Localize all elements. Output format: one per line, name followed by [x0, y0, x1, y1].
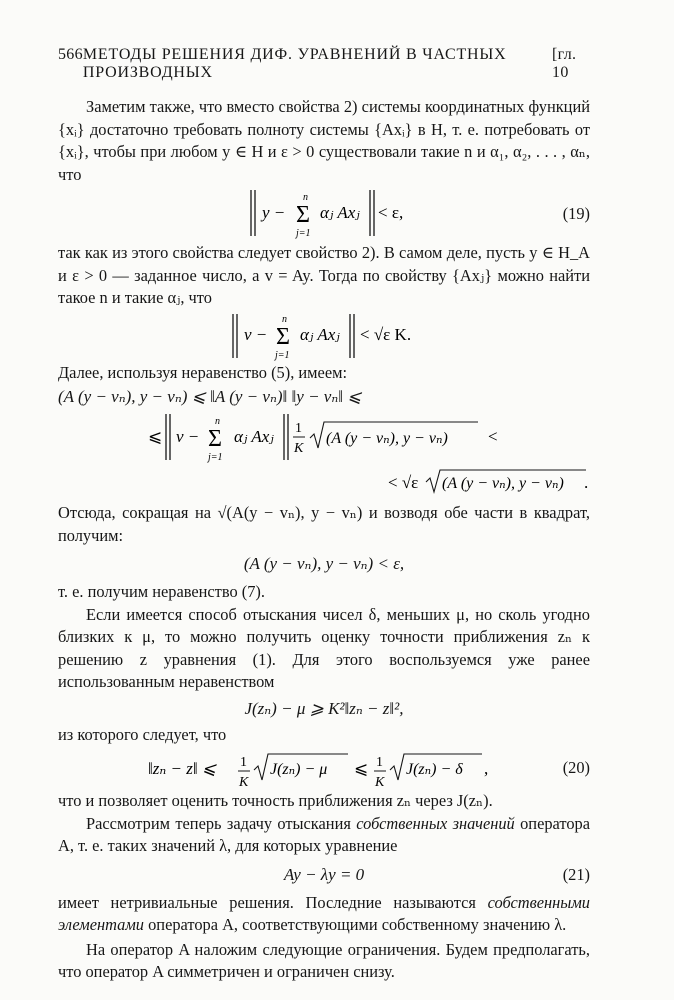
equation-20-svg: [58, 746, 590, 790]
svg-text:⩽: ⩽: [148, 427, 163, 446]
page-number: 566: [58, 46, 83, 63]
equation-j: J(zₙ) − μ ⩾ K²‖zₙ − z‖²,: [244, 698, 404, 718]
inequality-line-3: [58, 466, 590, 496]
paragraph-6: Если имеется способ отыскания чисел δ, меньших μ, но сколь угодно близких к μ, то можно получить оценку точности приближения zₙ к решению z уравнения (1). Для этого воспользуемся уже ранее использованным неравенством: [58, 604, 590, 691]
equation-v: [58, 310, 590, 362]
sum-top: n: [303, 192, 308, 203]
svg-text:Σ: Σ: [276, 323, 290, 350]
equation-20: [58, 746, 590, 790]
eq19-y: y −: [262, 203, 286, 222]
eq19-number: (19): [562, 204, 590, 223]
paragraph-8: что и позволяет оценить точность приближения zₙ через J(zₙ).: [58, 791, 493, 810]
inequality-line-2: [58, 410, 590, 466]
svg-text:Σ: Σ: [208, 426, 222, 452]
paragraph-3: Далее, используя неравенство (5), имеем:: [58, 362, 348, 382]
sum-sign: Σ: [296, 202, 310, 228]
equation-21: Ay − λy = 0 (21): [58, 858, 590, 892]
paragraph-10: имеет нетривиальные решения. Последние называются собственными элементами оператора A, соответствующими собственному значению λ.: [58, 892, 590, 934]
equation-v-svg: [58, 310, 590, 362]
equation-19-svg: [58, 186, 590, 242]
equation-squared: (A (y − vₙ), y − vₙ) < ε,: [243, 554, 405, 573]
paragraph-4: Отсюда, сокращая на √(A(y − vₙ), y − vₙ) и возводя обе части в квадрат, получим:: [58, 503, 590, 545]
svg-text:v −: v −: [244, 324, 268, 344]
paragraph-11: На оператор A наложим следующие ограничения. Будем предполагать, что оператор A симметричен и ограничен снизу.: [58, 939, 590, 981]
sum-bottom: j=1: [296, 228, 311, 239]
running-title: МЕТОДЫ РЕШЕНИЯ ДИФ. УРАВНЕНИЙ В ЧАСТНЫХ ПРОИЗВОДНЫХ: [82, 46, 507, 81]
eq21-number: (21): [562, 864, 590, 884]
equation-19: [58, 186, 590, 242]
paragraph-9: Рассмотрим теперь задачу отыскания собственных значений оператора A, т. е. таких значений λ, для которых уравнение: [58, 813, 591, 855]
eq-v-rhs: < √ε K.: [360, 324, 412, 344]
eq19-terms: αⱼ Axⱼ: [320, 203, 360, 222]
svg-text:,: ,: [484, 759, 489, 778]
svg-text:K: K: [239, 775, 249, 790]
eq19-rhs: < ε,: [378, 203, 404, 222]
svg-text:‖zₙ − z‖ ⩽: ‖zₙ − z‖ ⩽: [148, 759, 217, 778]
paragraph-5: т. е. получим неравенство (7).: [58, 582, 265, 601]
svg-text:αⱼ Axⱼ: αⱼ Axⱼ: [300, 324, 340, 344]
inequality-line-3-svg: [58, 466, 590, 496]
eq20-number: (20): [562, 758, 590, 777]
svg-text:⩽: ⩽: [354, 759, 369, 778]
paragraph-7: из которого следует, что: [58, 724, 227, 744]
svg-text:.: .: [584, 473, 589, 492]
svg-text:(A (y − vₙ), y − vₙ): (A (y − vₙ), y − vₙ): [442, 475, 564, 492]
svg-text:j=1: j=1: [208, 452, 223, 463]
svg-text:j=1: j=1: [275, 349, 290, 361]
inequality-line-2-svg: [58, 410, 590, 466]
svg-text:n: n: [282, 313, 287, 325]
chapter-label: [гл. 10: [552, 46, 577, 81]
svg-text:v −: v −: [176, 427, 200, 446]
svg-text:J(zₙ) − δ: J(zₙ) − δ: [406, 761, 463, 778]
svg-text:1: 1: [240, 755, 247, 770]
running-header: [58, 46, 590, 82]
svg-text:1: 1: [376, 755, 383, 770]
svg-text:1: 1: [295, 421, 302, 436]
svg-text:αⱼ Axⱼ: αⱼ Axⱼ: [234, 427, 274, 446]
svg-text:J(zₙ) − μ: J(zₙ) − μ: [270, 761, 328, 778]
inequality-line-1: (A (y − vₙ), y − vₙ) ⩽ ‖A (y − vₙ)‖ ‖y − vₙ‖ ⩽: [58, 387, 362, 406]
svg-text:K: K: [294, 441, 304, 456]
paragraph-2: так как из этого свойства следует свойство 2). В самом деле, пусть y ∈ H_A и ε > 0 — заданное число, а v = Ay. Тогда по свойству {Axⱼ} можно найти такое n и такие αⱼ, что: [58, 243, 590, 307]
svg-text:<: <: [488, 427, 498, 446]
page: [58, 46, 590, 984]
svg-text:(A (y − vₙ), y − vₙ): (A (y − vₙ), y − vₙ): [326, 430, 448, 447]
svg-text:n: n: [215, 416, 220, 427]
svg-text:K: K: [375, 775, 385, 790]
paragraph-1: Заметим также, что вместо свойства 2) системы координатных функций {xᵢ} достаточно требовать полноту системы {Axᵢ} в H, т. е. потребовать от {xᵢ}, чтобы при любом y ∈ H и ε > 0 существовали такие n и α₁, α₂, . . . , αₙ, что: [58, 97, 590, 184]
svg-text:< √ε: < √ε: [388, 473, 419, 492]
